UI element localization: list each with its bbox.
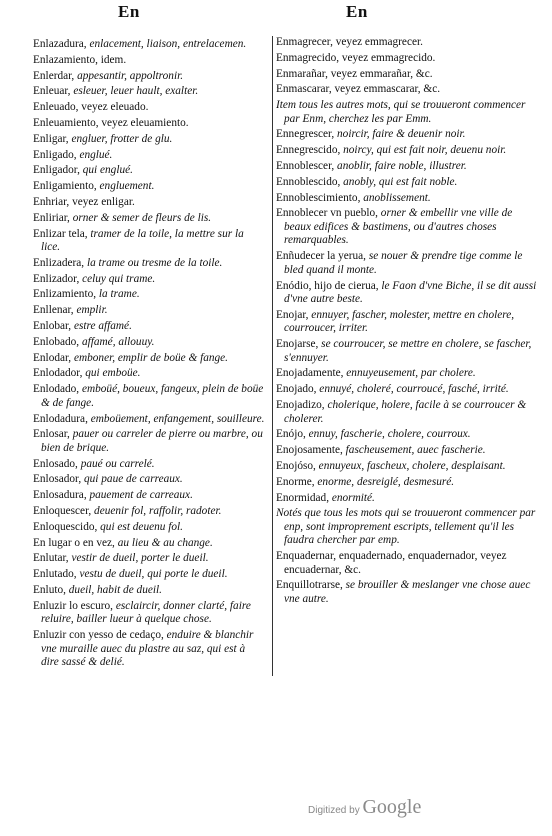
- entry-headword: Enluzir lo escuro,: [33, 599, 113, 612]
- dictionary-entry: [33, 38, 265, 52]
- entry-translation: celuy qui trame.: [79, 272, 156, 285]
- dictionary-entry: [33, 629, 265, 670]
- entry-headword: Enojadizo,: [276, 399, 325, 412]
- entry-headword: Enquillotrarse,: [276, 579, 343, 592]
- entry-headword: Ennoblescimiento,: [276, 191, 361, 204]
- dictionary-entry: [276, 207, 538, 248]
- entry-headword: Enñudecer la yerua,: [276, 250, 367, 263]
- dictionary-entry: [276, 507, 538, 548]
- entry-translation: emplir.: [73, 304, 108, 317]
- entry-translation: appesantir, appoltronir.: [74, 69, 184, 82]
- entry-translation: pauer ou carreler de pierre ou marbre, ou bien de brique.: [41, 428, 263, 454]
- entry-headword: Ennoblecer vn pueblo,: [276, 207, 378, 220]
- entry-headword: Enlosador,: [33, 473, 82, 486]
- dictionary-entry: [33, 164, 265, 178]
- entry-headword: Enliriar,: [33, 211, 70, 224]
- entry-translation: anoblissement.: [360, 191, 431, 204]
- entry-headword: Enlosar,: [33, 428, 70, 441]
- entry-translation: fascheusement, auec fascherie.: [342, 444, 486, 457]
- entry-translation: estre affamé.: [71, 320, 132, 333]
- entry-translation: se brouiller & meslanger vne chose auec vne autre.: [284, 579, 531, 605]
- entry-translation: cholerique, holere, facile à se courroucer & cholerer.: [284, 399, 527, 425]
- entry-translation: affamé, allouuy.: [79, 335, 155, 348]
- dictionary-entry: [33, 413, 265, 427]
- entry-translation: enormité.: [329, 491, 375, 504]
- dictionary-entry: [33, 304, 265, 318]
- entry-headword: Enlobado,: [33, 335, 80, 348]
- entry-headword: Enmascarar, veyez emmascarar, &c.: [276, 83, 441, 96]
- digitization-watermark: [308, 796, 421, 819]
- dictionary-entry: [33, 85, 265, 99]
- entry-translation: tramer de la toile, la mettre sur la lice.: [41, 227, 244, 254]
- dictionary-entry: [276, 579, 538, 606]
- entry-headword: Enlosado,: [33, 457, 78, 470]
- dictionary-entry: [33, 458, 265, 472]
- entry-headword: Enmagrecido, veyez emmagrecido.: [276, 51, 436, 64]
- entry-headword: Enódio, hijo de cierua,: [276, 279, 379, 292]
- entry-headword: Enlutar,: [33, 552, 69, 565]
- entry-headword: Enllenar,: [33, 304, 74, 317]
- entry-translation: qui emboüe.: [82, 367, 141, 380]
- entry-translation: emboüé, boueux, fangeux, plein de boüe & de fange.: [41, 383, 264, 409]
- entry-translation: enlacement, liaison, entrelacemen.: [86, 38, 247, 50]
- entry-headword: Enojóso,: [276, 459, 316, 472]
- entry-translation: ennuyeux, fascheux, cholere, desplaisant.: [315, 459, 506, 472]
- entry-translation: englué.: [76, 148, 113, 161]
- entry-translation: noircy, qui est fait noir, deuenu noir.: [340, 144, 507, 157]
- entry-translation: enduire & blanchir vne muraille auec du plastre au saz, qui est à dire sassé & delié.: [41, 629, 254, 669]
- entry-headword: Enluto,: [33, 584, 66, 596]
- dictionary-entry: [276, 492, 538, 506]
- entry-headword: En lugar o en vez,: [33, 536, 115, 549]
- entry-headword: Enlazadura,: [33, 38, 87, 50]
- entry-translation: paué ou carrelé.: [77, 457, 155, 470]
- entry-headword: Enligado,: [33, 148, 77, 161]
- entry-translation: enorme, desreiglé, desmesuré.: [314, 475, 455, 488]
- entry-headword: Enlodado,: [33, 383, 80, 396]
- dictionary-entry: [33, 489, 265, 503]
- entry-headword: Enquadernar, enquadernado, enquadernador, veyez encuadernar, &c.: [276, 550, 507, 576]
- entry-translation: anoblir, faire noble, illustrer.: [334, 160, 467, 173]
- dictionary-entry: [33, 196, 265, 210]
- entry-headword: Enlodadura,: [33, 412, 88, 425]
- dictionary-entry: [33, 101, 265, 115]
- dictionary-entry: [276, 52, 538, 66]
- entry-headword: Enorme,: [276, 475, 315, 488]
- dictionary-entry: [33, 288, 265, 302]
- dictionary-entry: [276, 160, 538, 174]
- entry-headword: Enlosadura,: [33, 489, 87, 502]
- watermark-brand: Google: [362, 796, 422, 818]
- entry-headword: Ennegrescer,: [276, 128, 335, 141]
- entry-headword: Enluzir con yesso de cedaço,: [33, 629, 164, 642]
- entry-translation: ennuyé, choleré, courroucé, fasché, irrité.: [316, 383, 509, 396]
- entry-headword: Enojar,: [276, 308, 309, 321]
- dictionary-entry: [33, 367, 265, 381]
- dictionary-entry: [276, 36, 538, 50]
- dictionary-entry: [276, 144, 538, 158]
- dictionary-entry: [33, 428, 265, 455]
- entry-headword: Enlazamiento, idem.: [33, 53, 127, 66]
- entry-headword: Enlerdar,: [33, 69, 75, 82]
- dictionary-entry: [33, 505, 265, 519]
- entry-headword: Enlodador,: [33, 367, 83, 380]
- entry-translation: noircir, faire & deuenir noir.: [334, 128, 466, 141]
- entry-headword: Enleuado, veyez eleuado.: [33, 101, 149, 114]
- entry-translation: ennuy, fascherie, cholere, courroux.: [305, 428, 471, 441]
- entry-translation: esleuer, leuer hault, exalter.: [70, 85, 199, 98]
- entry-translation: au lieu & au change.: [114, 536, 213, 549]
- dictionary-entry: [33, 70, 265, 84]
- dictionary-entry: [33, 352, 265, 366]
- entry-headword: Enligador,: [33, 164, 80, 177]
- dictionary-entry: [276, 367, 538, 381]
- entry-translation: Item tous les autres mots, qui se trouueront commencer par Enm, cherchez les par Emm.: [276, 99, 526, 125]
- dictionary-entry: [276, 83, 538, 97]
- dictionary-entry: [33, 149, 265, 163]
- dictionary-entry: [33, 228, 265, 255]
- dictionary-entry: [276, 476, 538, 490]
- dictionary-entry: [33, 521, 265, 535]
- entry-translation: engluement.: [96, 180, 155, 193]
- entry-translation: qui englué.: [79, 164, 133, 177]
- dictionary-entry: [33, 383, 265, 410]
- dictionary-entry: [33, 257, 265, 271]
- dictionary-entry: [276, 128, 538, 142]
- entry-translation: se nouer & prendre tige comme le bled quand il monte.: [284, 250, 523, 276]
- entry-headword: Enloquescido,: [33, 520, 98, 533]
- entry-translation: anobly, qui est fait noble.: [340, 175, 458, 188]
- dictionary-entry: [33, 584, 265, 598]
- dictionary-entry: [33, 320, 265, 334]
- entry-translation: se courroucer, se mettre en cholere, se fascher, s'ennuyer.: [284, 338, 532, 364]
- entry-headword: Enojosamente,: [276, 444, 343, 457]
- entry-headword: Enligamiento,: [33, 180, 97, 193]
- watermark-prefix: Digitized by: [308, 805, 360, 816]
- dictionary-entry: [33, 568, 265, 582]
- entry-translation: engluer, frotter de glu.: [68, 132, 173, 145]
- running-header-left: En: [118, 2, 140, 21]
- dictionary-entry: [276, 428, 538, 442]
- dictionary-entry: [33, 180, 265, 194]
- entry-headword: Enmagrecer, veyez emmagrecer.: [276, 36, 423, 48]
- entry-headword: Enojadamente,: [276, 367, 344, 380]
- dictionary-entry: [276, 338, 538, 365]
- entry-translation: vestir de dueil, porter le dueil.: [68, 552, 209, 565]
- left-column: [33, 38, 265, 672]
- entry-headword: Enlobar,: [33, 320, 72, 333]
- entry-translation: ennuyer, fascher, molester, mettre en cholere, courroucer, irriter.: [284, 308, 515, 335]
- entry-headword: Enligar,: [33, 132, 69, 145]
- entry-translation: pauement de carreaux.: [86, 489, 193, 502]
- entry-headword: Ennoblescer,: [276, 160, 335, 173]
- entry-headword: Enhriar, veyez enligar.: [33, 195, 135, 208]
- dictionary-entry: [276, 280, 538, 307]
- dictionary-entry: [33, 537, 265, 551]
- entry-translation: la trame.: [96, 288, 140, 301]
- entry-headword: Enleuar,: [33, 85, 71, 98]
- dictionary-entry: [276, 460, 538, 474]
- entry-headword: Enlodar,: [33, 351, 72, 364]
- dictionary-entry: [276, 192, 538, 206]
- dictionary-entry: [276, 399, 538, 426]
- entry-headword: Enlizadera,: [33, 256, 85, 269]
- dictionary-entry: [33, 54, 265, 68]
- entry-headword: Enlutado,: [33, 568, 77, 581]
- entry-headword: Enlizar tela,: [33, 227, 88, 240]
- dictionary-entry: [33, 212, 265, 226]
- entry-translation: Notés que tous les mots qui se trouueront commencer par enp, sont improprement escripts, tellement qu'il les faudra chercher par emp.: [276, 507, 536, 547]
- entry-translation: le Faon d'vne Biche, il se dit aussi d'vne autre beste.: [284, 279, 537, 306]
- dictionary-entry: [276, 250, 538, 277]
- running-header-right: En: [346, 2, 368, 21]
- entry-translation: deuenir fol, raffolir, radoter.: [91, 505, 222, 518]
- dictionary-entry: [33, 133, 265, 147]
- entry-translation: ennuyeusement, par cholere.: [343, 367, 476, 380]
- dictionary-entry: [33, 117, 265, 131]
- entry-headword: Enojado,: [276, 383, 317, 396]
- dictionary-entry: [276, 383, 538, 397]
- right-column: [272, 36, 538, 676]
- dictionary-entry: [33, 336, 265, 350]
- entry-headword: Enlizamiento,: [33, 288, 97, 301]
- entry-translation: la trame ou tresme de la toile.: [84, 256, 223, 269]
- entry-translation: qui paue de carreaux.: [81, 473, 183, 486]
- entry-headword: Enormidad,: [276, 491, 330, 504]
- entry-headword: Enójo,: [276, 428, 306, 441]
- dictionary-entry: [276, 68, 538, 82]
- entry-translation: orner & semer de fleurs de lis.: [69, 211, 212, 224]
- entry-translation: orner & embellir vne ville de beaux edifices & bastimens, ou d'autres choses remarquables.: [284, 207, 513, 247]
- entry-translation: esclaircir, donner clarté, faire reluire, bailler lueur à quelque chose.: [41, 599, 251, 626]
- dictionary-entry: [276, 444, 538, 458]
- entry-translation: dueil, habit de dueil.: [65, 584, 162, 596]
- dictionary-entry: [33, 473, 265, 487]
- entry-headword: Enojarse,: [276, 338, 319, 351]
- entry-translation: qui est deuenu fol.: [97, 520, 183, 533]
- dictionary-entry: [33, 552, 265, 566]
- dictionary-entry: [33, 273, 265, 287]
- dictionary-entry: [276, 550, 538, 577]
- dictionary-entry: [276, 176, 538, 190]
- entry-headword: Enloquescer,: [33, 505, 92, 518]
- dictionary-entry: [276, 309, 538, 336]
- entry-translation: emboüement, enfangement, souilleure.: [87, 412, 265, 425]
- dictionary-entry: [276, 99, 538, 126]
- entry-translation: vestu de dueil, qui porte le dueil.: [76, 568, 228, 581]
- dictionary-entry: [33, 600, 265, 627]
- entry-headword: Ennoblescido,: [276, 175, 341, 188]
- entry-headword: Ennegrescido,: [276, 144, 341, 157]
- entry-headword: Enleuamiento, veyez eleuamiento.: [33, 116, 189, 129]
- entry-headword: Enmarañar, veyez emmarañar, &c.: [276, 67, 433, 80]
- entry-translation: emboner, emplir de boüe & fange.: [71, 351, 229, 364]
- entry-headword: Enlizador,: [33, 272, 80, 285]
